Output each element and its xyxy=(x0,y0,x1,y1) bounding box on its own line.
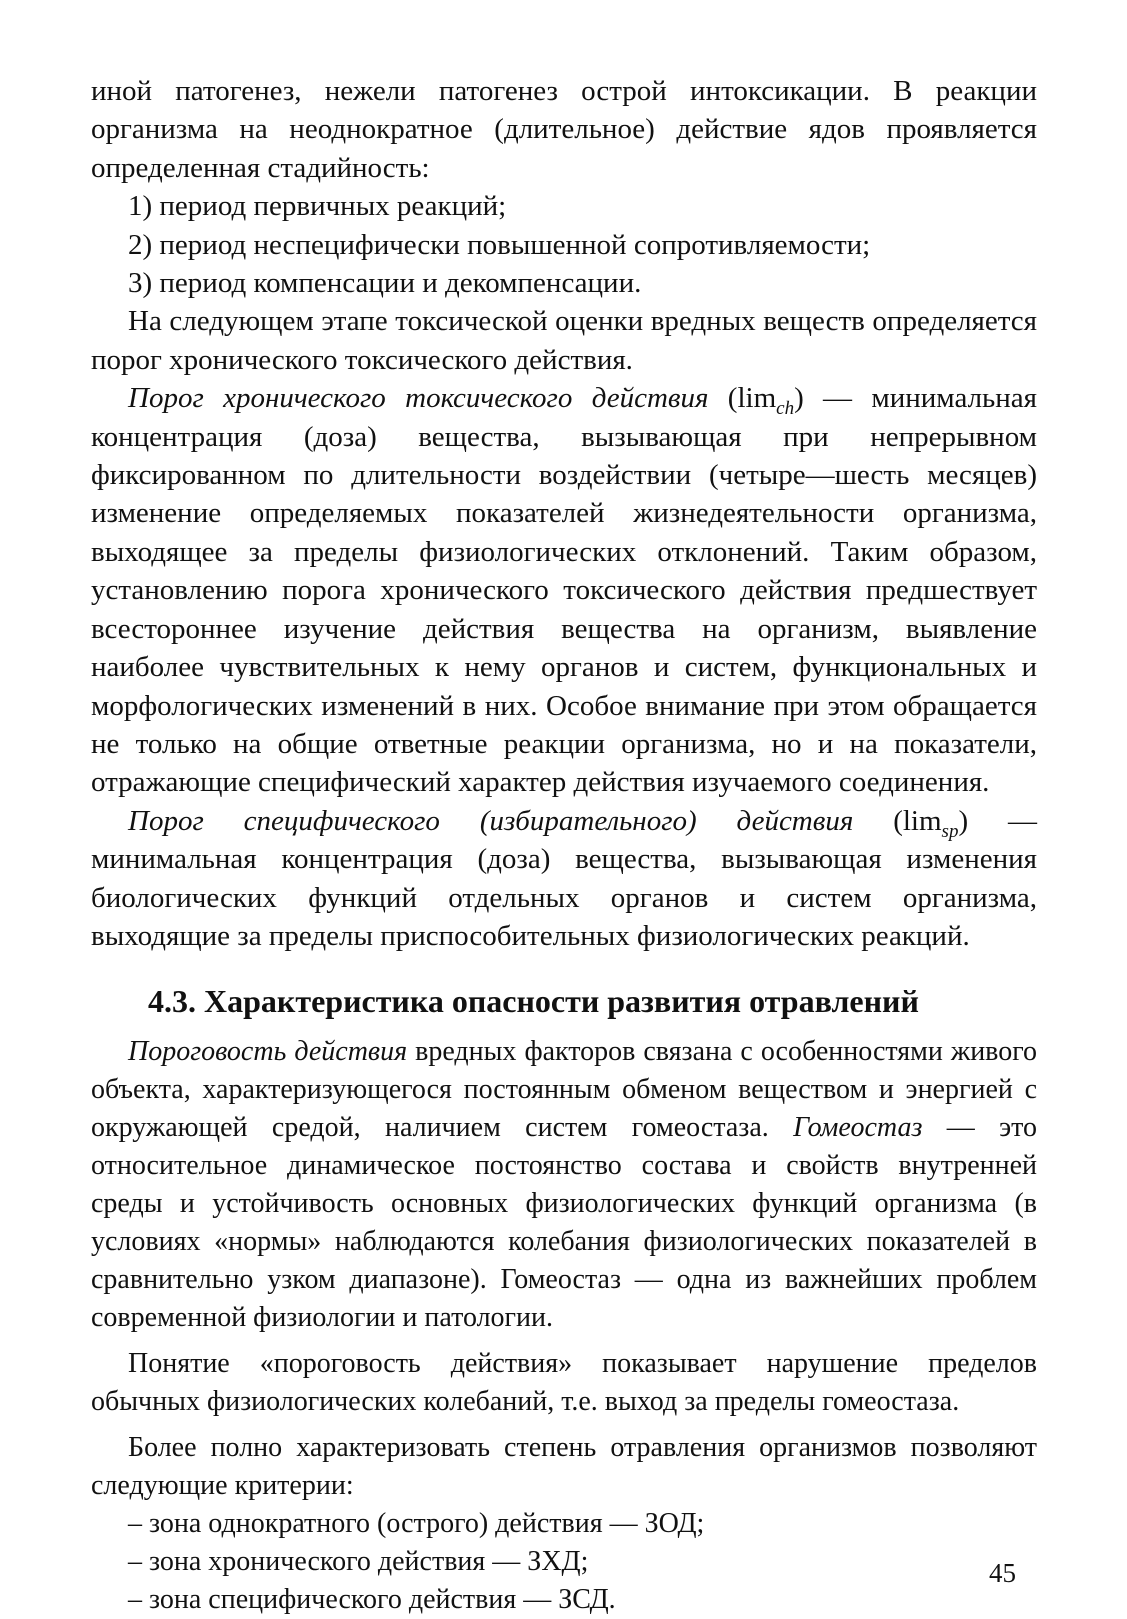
paragraph-ponyatie: Понятие «пороговость действия» показывает нарушение пределов обычных физиологических колебаний, т.е. выход за пределы гомеостаза. xyxy=(91,1348,1037,1418)
paragraph-porogovost xyxy=(91,1033,1037,1337)
list-item-zsd: – зона специфического действия — ЗСД. xyxy=(128,1584,616,1616)
section-4-3-body xyxy=(91,1033,1037,1619)
page-body xyxy=(91,72,1037,1619)
lim-ch-open: (lim xyxy=(708,382,777,415)
paragraph-lim-ch xyxy=(91,379,1037,801)
lim-ch-subscript: ch xyxy=(776,398,795,420)
list-item-zhd: – зона хронического действия — ЗХД; xyxy=(128,1546,589,1578)
list-item-period-1: 1) период первичных реакций; xyxy=(128,190,507,223)
list-item-period-2: 2) период неспецифически повышенной сопротивляемости; xyxy=(128,228,871,261)
list-item-zod: – зона однократного (острого) действия — ЗОД; xyxy=(128,1508,705,1540)
lim-sp-open: (lim xyxy=(853,804,942,837)
term-lim-sp: Порог специфического (избирательного) действия xyxy=(128,804,854,837)
page-number: 45 xyxy=(989,1558,1016,1588)
porogovost-text: вредных факторов связана с особенностями живого объекта, характеризующегося постоянным обменом веществом и энергией с окружающей средой, наличием систем гомеостаза. xyxy=(91,1036,1037,1144)
paragraph-next-stage: На следующем этапе токсической оценки вредных веществ определяется порог хронического токсического действия. xyxy=(91,305,1037,376)
paragraph-lim-sp xyxy=(91,802,1037,956)
gomeostaz-text: — это относительное динамическое постоянство состава и свойств внутренней среды и устойчивость основных физиологических функций организма (в условиях «нормы» наблюдаются колебания физиологических показателей в сравнительно узком диапазоне). Гомеостаз — одна из важнейших проблем современной физиологии и патологии. xyxy=(91,1112,1037,1334)
section-heading: 4.3. Характеристика опасности развития отравлений xyxy=(148,983,919,1020)
paragraph-kriterii: Более полно характеризовать степень отравления организмов позволяют следующие критерии: xyxy=(91,1432,1037,1502)
lim-sp-subscript: sp xyxy=(941,820,959,842)
term-lim-ch: Порог хронического токсического действия xyxy=(128,382,709,415)
term-gomeostaz: Гомеостаз xyxy=(793,1112,923,1144)
term-porogovost: Пороговость действия xyxy=(128,1036,408,1068)
lim-ch-definition: ) — минимальная концентрация (доза) вещества, вызывающая при непрерывном фиксированном по длительности воздействии (четыре—шесть месяцев) изменение определяемых показателей жизнедеятельности организма, выходящее за пределы физиологических отклонений. Таким образом, установлению порога хронического токсического действия предшествует всестороннее изучение действия вещества на организм, выявление наиболее чувствительных к нему органов и систем, функциональных и морфологических изменений в них. Особое внимание при этом обращается не только на общие ответные реакции организма, но и на показатели, отражающие специфический характер действия изучаемого соединения. xyxy=(91,382,1037,799)
list-item-period-3: 3) период компенсации и декомпенсации. xyxy=(128,267,642,300)
paragraph-stadiynost: иной патогенез, нежели патогенез острой интоксикации. В реакции организма на неоднократное (длительное) действие ядов проявляется определенная стадийность: xyxy=(91,75,1037,184)
lim-sp-definition: ) — минимальная концентрация (доза) вещества, вызывающая изменения биологических функций отдельных органов и систем организма, выходящие за пределы приспособительных физиологических реакций. xyxy=(91,804,1037,952)
